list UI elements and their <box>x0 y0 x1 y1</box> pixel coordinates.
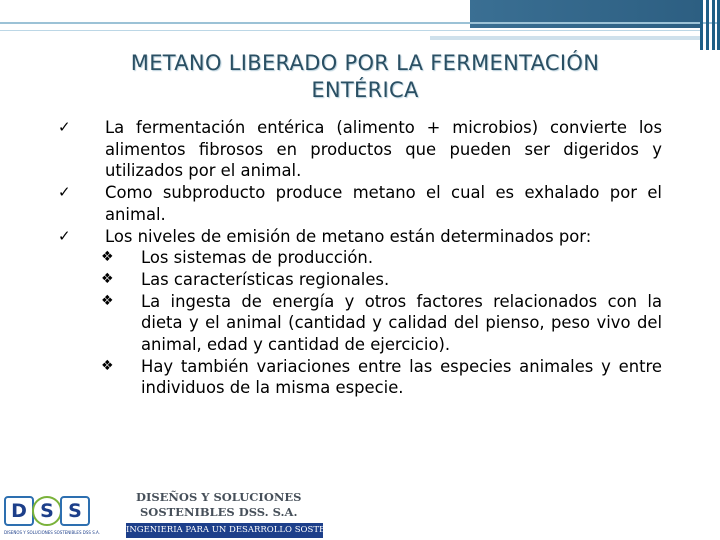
slide-title <box>40 50 690 104</box>
banner-stripe <box>706 0 709 50</box>
sub-bullet-text: Los sistemas de producción. <box>141 248 374 268</box>
slide-title-line: ENTÉRICA <box>311 78 419 102</box>
diamond-bullet-icon: ❖ <box>101 270 114 287</box>
sub-bullet-item <box>101 356 662 399</box>
bullet-text: La fermentación entérica (alimento + microbios) convierte los alimentos fibrosos en productos que pueden ser digeridos y utilizados por el animal. <box>105 118 662 181</box>
bullet-text: Los niveles de emisión de metano están determinados por: <box>105 226 592 246</box>
logo-caption: DISEÑOS Y SOLUCIONES SOSTENIBLES DSS S.A. <box>4 530 100 535</box>
checkmark-icon: ✓ <box>58 118 71 136</box>
diamond-bullet-icon: ❖ <box>101 292 114 309</box>
divider-line <box>0 30 700 31</box>
divider-line <box>430 36 700 40</box>
diamond-bullet-icon: ❖ <box>101 249 114 266</box>
logo-letter: D <box>4 496 34 526</box>
bullet-item <box>58 117 662 182</box>
sub-bullet-text: Las características regionales. <box>141 269 390 289</box>
sub-bullet-text: Hay también variaciones entre las especies animales y entre individuos de la misma especie. <box>141 356 662 398</box>
company-slogan: INGENIERIA PARA UN DESARROLLO SOSTENIBLE <box>126 523 323 538</box>
banner-stripe <box>700 0 703 50</box>
checkmark-icon: ✓ <box>58 183 71 202</box>
company-logo <box>0 490 100 540</box>
checkmark-icon: ✓ <box>58 226 71 245</box>
bullet-item <box>58 182 662 225</box>
slide-title-line: METANO LIBERADO POR LA FERMENTACIÓN <box>130 51 600 75</box>
logo-letter: S <box>60 496 90 526</box>
logo-letter: S <box>32 496 62 526</box>
sub-bullet-item <box>101 291 662 356</box>
sub-bullet-item <box>101 269 662 291</box>
banner-stripe <box>712 0 715 50</box>
slide-content <box>58 117 662 399</box>
company-name-line: SOSTENIBLES DSS. S.A. <box>140 505 298 519</box>
sub-bullet-item <box>101 247 662 269</box>
banner-line <box>0 22 720 24</box>
diamond-bullet-icon: ❖ <box>101 357 114 374</box>
bullet-text: Como subproducto produce metano el cual es exhalado por el animal. <box>105 183 662 224</box>
company-name-line: DISEÑOS Y SOLUCIONES <box>136 490 302 504</box>
sub-bullet-text: La ingesta de energía y otros factores relacionados con la dieta y el animal (cantidad y calidad del pienso, peso vivo del animal, edad y cantidad de ejercicio). <box>141 291 662 355</box>
company-name <box>128 490 328 520</box>
bullet-item <box>58 226 662 248</box>
top-banner <box>0 0 720 24</box>
